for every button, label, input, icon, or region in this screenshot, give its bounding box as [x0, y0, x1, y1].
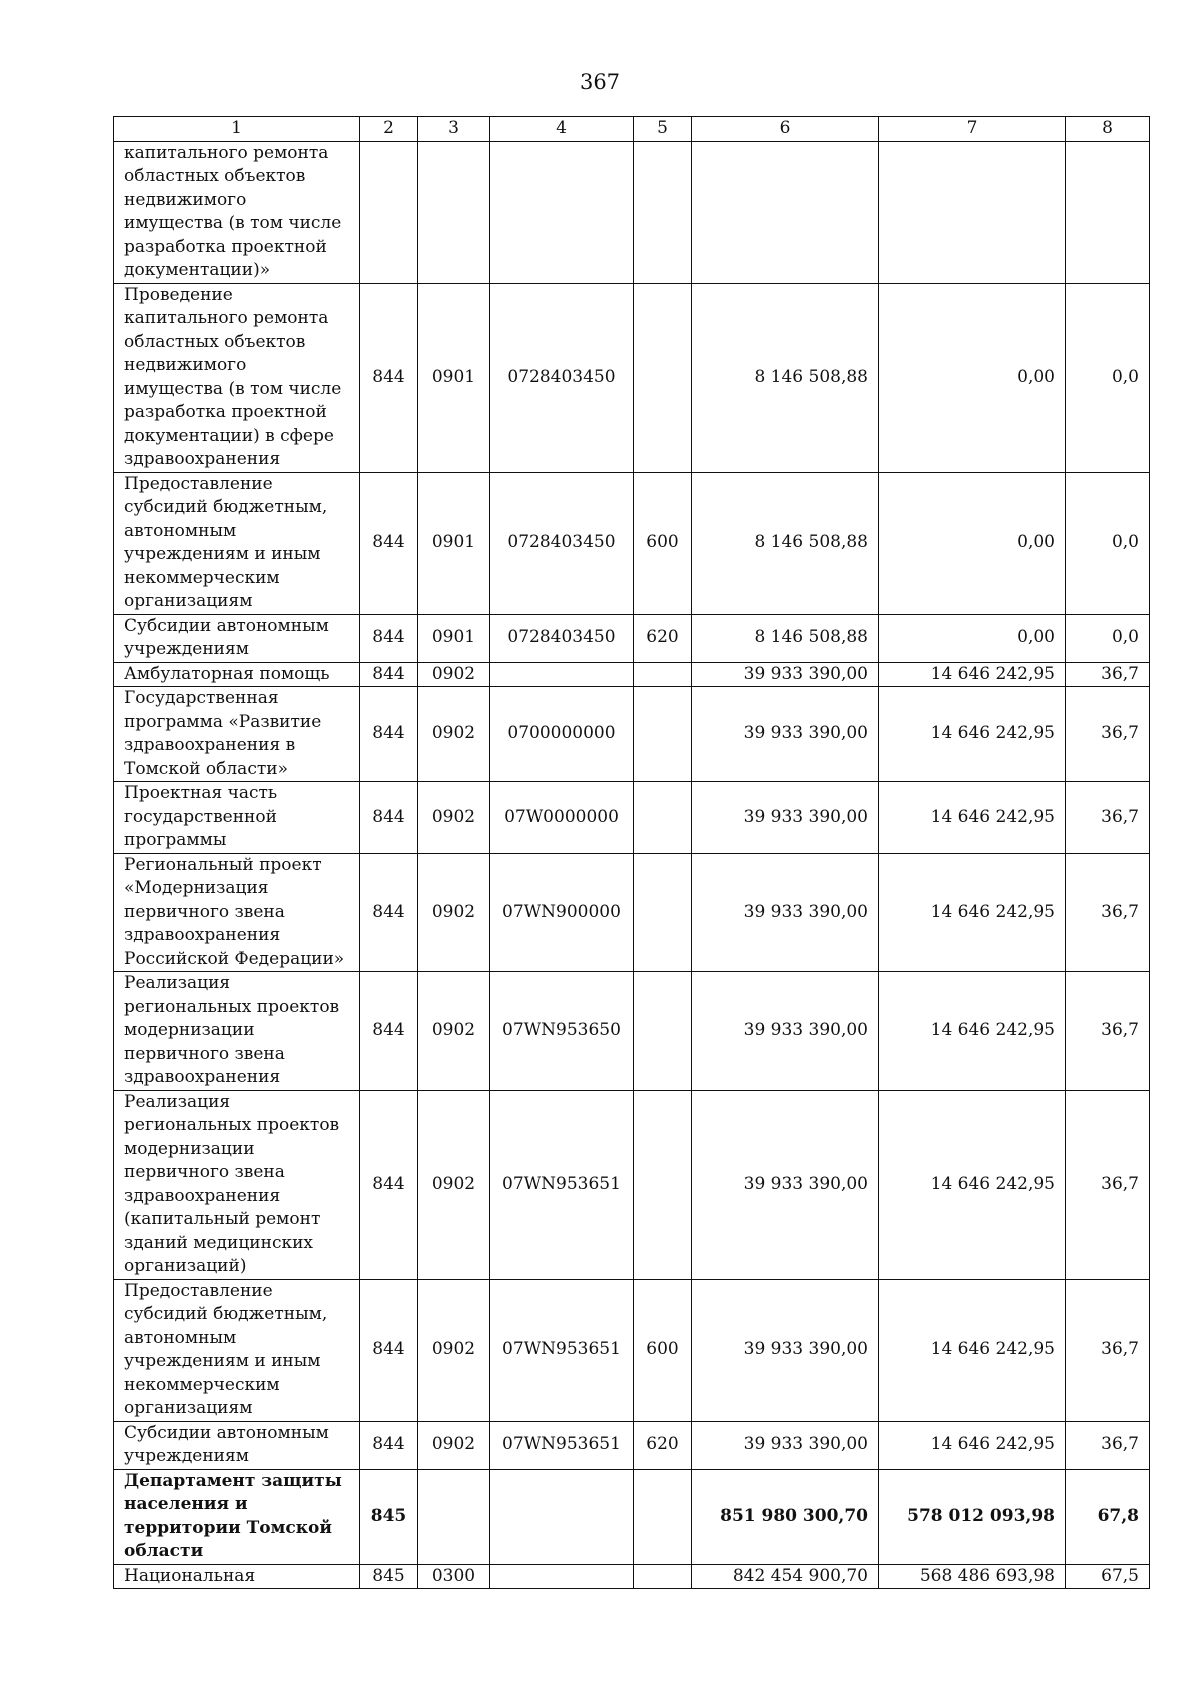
- page-number: 367: [579, 70, 621, 94]
- row-percent: 36,7: [1066, 972, 1150, 1091]
- row-ministry-code: [360, 141, 418, 283]
- row-ministry-code: 844: [360, 614, 418, 662]
- row-name: Субсидии автономным учреждениям: [114, 614, 360, 662]
- row-name: Амбулаторная помощь: [114, 662, 360, 687]
- row-plan-amount: 39 933 390,00: [692, 1421, 879, 1469]
- row-target-code: 0700000000: [490, 687, 634, 782]
- row-ministry-code: 844: [360, 687, 418, 782]
- table-row: [114, 283, 1150, 472]
- row-expense-type: [634, 853, 692, 972]
- row-actual-amount: 568 486 693,98: [879, 1564, 1066, 1589]
- row-percent: [1066, 141, 1150, 283]
- table-row: [114, 972, 1150, 1091]
- row-percent: 36,7: [1066, 1279, 1150, 1421]
- row-name: капитального ремонта областных объектов недвижимого имущества (в том числе разработка проектной документации)»: [114, 141, 360, 283]
- row-target-code: [490, 662, 634, 687]
- row-expense-type: [634, 1469, 692, 1564]
- row-expense-type: [634, 1564, 692, 1589]
- row-plan-amount: 39 933 390,00: [692, 1090, 879, 1279]
- row-actual-amount: [879, 141, 1066, 283]
- row-section-code: 0902: [418, 782, 490, 854]
- table-row: [114, 687, 1150, 782]
- row-section-code: 0901: [418, 472, 490, 614]
- row-ministry-code: 844: [360, 283, 418, 472]
- table-row-department: [114, 1469, 1150, 1564]
- row-percent: 0,0: [1066, 614, 1150, 662]
- row-expense-type: [634, 141, 692, 283]
- row-section-code: 0901: [418, 283, 490, 472]
- table-row: [114, 472, 1150, 614]
- row-percent: 36,7: [1066, 1090, 1150, 1279]
- row-percent: 67,5: [1066, 1564, 1150, 1589]
- row-section-code: 0902: [418, 1090, 490, 1279]
- row-ministry-code: 844: [360, 1090, 418, 1279]
- row-ministry-code: 844: [360, 472, 418, 614]
- table-row: [114, 141, 1150, 283]
- row-ministry-code: 845: [360, 1564, 418, 1589]
- row-percent: 36,7: [1066, 687, 1150, 782]
- row-name: Государственная программа «Развитие здравоохранения в Томской области»: [114, 687, 360, 782]
- header-col-5: 5: [634, 117, 692, 142]
- row-actual-amount: 14 646 242,95: [879, 1421, 1066, 1469]
- table-header: [114, 117, 1150, 142]
- row-section-code: 0902: [418, 1279, 490, 1421]
- budget-table: [113, 116, 1150, 1589]
- row-expense-type: [634, 662, 692, 687]
- row-expense-type: [634, 687, 692, 782]
- row-name: Реализация региональных проектов модернизации первичного звена здравоохранения (капитальный ремонт зданий медицинских организаций): [114, 1090, 360, 1279]
- row-actual-amount: 14 646 242,95: [879, 1279, 1066, 1421]
- row-percent: 36,7: [1066, 1421, 1150, 1469]
- row-section-code: [418, 141, 490, 283]
- row-actual-amount: 0,00: [879, 472, 1066, 614]
- row-actual-amount: 14 646 242,95: [879, 782, 1066, 854]
- row-actual-amount: 14 646 242,95: [879, 687, 1066, 782]
- row-actual-amount: 14 646 242,95: [879, 853, 1066, 972]
- header-row: [114, 117, 1150, 142]
- row-plan-amount: [692, 141, 879, 283]
- row-ministry-code: 844: [360, 782, 418, 854]
- row-name: Предоставление субсидий бюджетным, автономным учреждениям и иным некоммерческим организациям: [114, 1279, 360, 1421]
- row-section-code: 0902: [418, 853, 490, 972]
- row-section-code: [418, 1469, 490, 1564]
- row-section-code: 0902: [418, 1421, 490, 1469]
- row-plan-amount: 8 146 508,88: [692, 283, 879, 472]
- row-ministry-code: 844: [360, 853, 418, 972]
- row-section-code: 0902: [418, 972, 490, 1091]
- row-name: Проведение капитального ремонта областных объектов недвижимого имущества (в том числе разработка проектной документации) в сфере здравоохранения: [114, 283, 360, 472]
- row-target-code: 07WN953651: [490, 1090, 634, 1279]
- header-col-8: 8: [1066, 117, 1150, 142]
- row-target-code: 0728403450: [490, 283, 634, 472]
- table-row: [114, 1421, 1150, 1469]
- header-col-6: 6: [692, 117, 879, 142]
- row-name: Проектная часть государственной программы: [114, 782, 360, 854]
- row-target-code: 07W0000000: [490, 782, 634, 854]
- row-plan-amount: 39 933 390,00: [692, 972, 879, 1091]
- row-percent: 36,7: [1066, 853, 1150, 972]
- row-percent: 36,7: [1066, 782, 1150, 854]
- row-ministry-code: 844: [360, 1279, 418, 1421]
- row-actual-amount: 578 012 093,98: [879, 1469, 1066, 1564]
- row-target-code: 07WN953651: [490, 1279, 634, 1421]
- row-section-code: 0902: [418, 662, 490, 687]
- header-col-1: 1: [114, 117, 360, 142]
- row-plan-amount: 8 146 508,88: [692, 472, 879, 614]
- row-target-code: 07WN900000: [490, 853, 634, 972]
- row-expense-type: [634, 782, 692, 854]
- row-ministry-code: 844: [360, 972, 418, 1091]
- row-name: Реализация региональных проектов модернизации первичного звена здравоохранения: [114, 972, 360, 1091]
- row-expense-type: [634, 1090, 692, 1279]
- row-name: Предоставление субсидий бюджетным, автономным учреждениям и иным некоммерческим организациям: [114, 472, 360, 614]
- row-plan-amount: 39 933 390,00: [692, 687, 879, 782]
- row-target-code: 07WN953650: [490, 972, 634, 1091]
- row-plan-amount: 39 933 390,00: [692, 853, 879, 972]
- row-plan-amount: 39 933 390,00: [692, 782, 879, 854]
- row-actual-amount: 14 646 242,95: [879, 1090, 1066, 1279]
- header-col-3: 3: [418, 117, 490, 142]
- row-actual-amount: 0,00: [879, 614, 1066, 662]
- table-row: [114, 1090, 1150, 1279]
- row-plan-amount: 851 980 300,70: [692, 1469, 879, 1564]
- row-ministry-code: 844: [360, 662, 418, 687]
- row-target-code: 0728403450: [490, 614, 634, 662]
- row-actual-amount: 14 646 242,95: [879, 662, 1066, 687]
- row-percent: 67,8: [1066, 1469, 1150, 1564]
- row-name: Региональный проект «Модернизация первичного звена здравоохранения Российской Федерации»: [114, 853, 360, 972]
- row-target-code: [490, 1469, 634, 1564]
- table-row: [114, 853, 1150, 972]
- row-plan-amount: 8 146 508,88: [692, 614, 879, 662]
- row-name: Департамент защиты населения и территории Томской области: [114, 1469, 360, 1564]
- row-target-code: 07WN953651: [490, 1421, 634, 1469]
- row-ministry-code: 845: [360, 1469, 418, 1564]
- table-row: [114, 1564, 1150, 1589]
- row-name: Субсидии автономным учреждениям: [114, 1421, 360, 1469]
- row-target-code: [490, 141, 634, 283]
- row-section-code: 0300: [418, 1564, 490, 1589]
- row-plan-amount: 842 454 900,70: [692, 1564, 879, 1589]
- row-expense-type: 620: [634, 1421, 692, 1469]
- row-expense-type: [634, 283, 692, 472]
- row-percent: 0,0: [1066, 472, 1150, 614]
- header-col-2: 2: [360, 117, 418, 142]
- row-percent: 0,0: [1066, 283, 1150, 472]
- row-plan-amount: 39 933 390,00: [692, 662, 879, 687]
- row-target-code: [490, 1564, 634, 1589]
- row-name: Национальная: [114, 1564, 360, 1589]
- row-expense-type: 600: [634, 1279, 692, 1421]
- row-percent: 36,7: [1066, 662, 1150, 687]
- row-actual-amount: 14 646 242,95: [879, 972, 1066, 1091]
- row-plan-amount: 39 933 390,00: [692, 1279, 879, 1421]
- table-row: [114, 662, 1150, 687]
- row-expense-type: 600: [634, 472, 692, 614]
- row-section-code: 0902: [418, 687, 490, 782]
- row-ministry-code: 844: [360, 1421, 418, 1469]
- table-row: [114, 614, 1150, 662]
- row-section-code: 0901: [418, 614, 490, 662]
- row-expense-type: 620: [634, 614, 692, 662]
- table-row: [114, 1279, 1150, 1421]
- header-col-7: 7: [879, 117, 1066, 142]
- table-row: [114, 782, 1150, 854]
- header-col-4: 4: [490, 117, 634, 142]
- row-actual-amount: 0,00: [879, 283, 1066, 472]
- row-target-code: 0728403450: [490, 472, 634, 614]
- row-expense-type: [634, 972, 692, 1091]
